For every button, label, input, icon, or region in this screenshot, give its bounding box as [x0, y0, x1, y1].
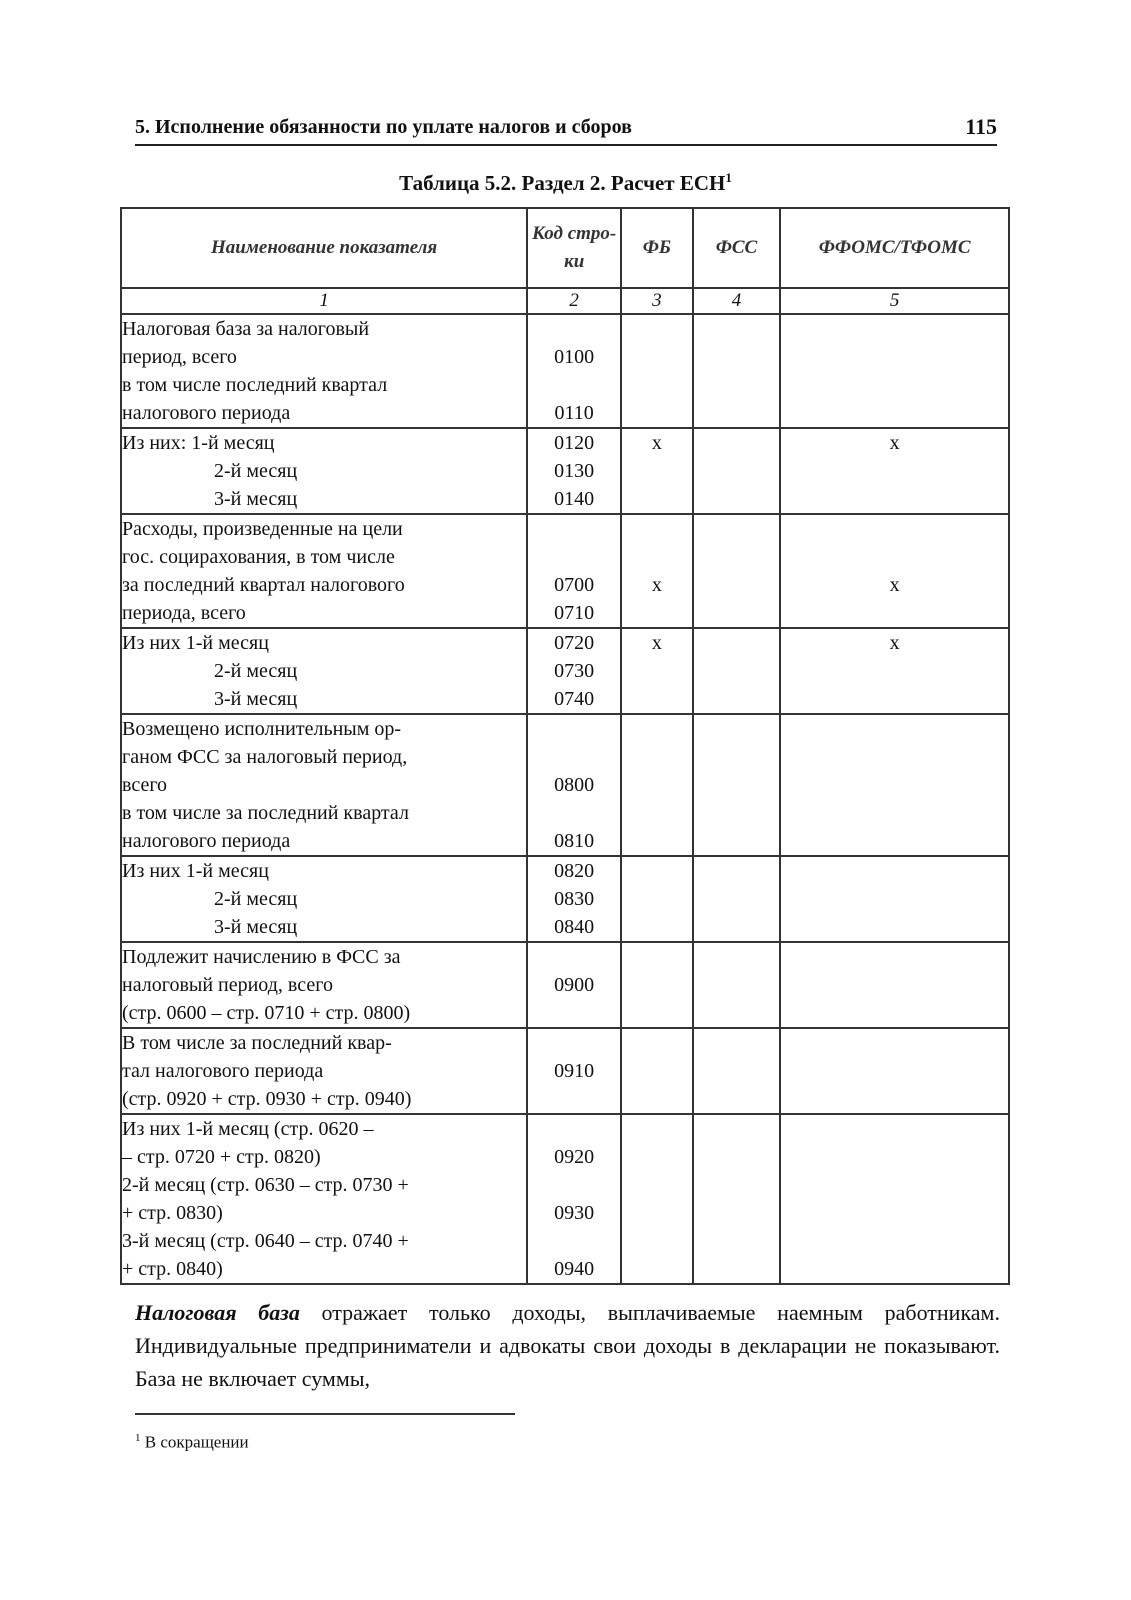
col-number: 3 [621, 288, 692, 314]
indicator-name-cell [121, 628, 527, 714]
cell-mark [781, 1255, 1008, 1283]
indicator-line: Налоговая база за налоговый [122, 318, 370, 340]
row-code [528, 515, 620, 543]
cell-mark [781, 315, 1008, 343]
indicator-line: гос. социрахования, в том числе [122, 546, 395, 568]
table-row [121, 1028, 1009, 1114]
table-row [121, 942, 1009, 1028]
cell-mark [622, 999, 691, 1027]
indicator-line: периода, всего [122, 602, 246, 624]
row-code [528, 543, 620, 571]
cell-mark [622, 971, 691, 999]
table-row [121, 856, 1009, 942]
fss-cell [693, 514, 781, 628]
row-code: 0820 [554, 860, 595, 882]
cell-mark [694, 1227, 780, 1255]
table-header-row [121, 208, 1009, 288]
row-code: 0130 [554, 460, 595, 482]
fss-cell [693, 1028, 781, 1114]
table-row [121, 514, 1009, 628]
col-header-ffoms: ФФОМС/ТФОМС [780, 208, 1009, 288]
indicator-line: тал налогового периода [122, 1060, 324, 1082]
row-code: 0900 [554, 974, 595, 996]
cell-mark [781, 743, 1008, 771]
indicator-line: 3-й месяц [214, 688, 298, 710]
ffoms-cell [780, 314, 1009, 428]
page-number: 115 [965, 114, 997, 139]
cell-mark [694, 1171, 780, 1199]
chapter-title: 5. Исполнение обязанности по уплате налогов и сборов [135, 116, 632, 138]
row-code [528, 943, 620, 971]
row-code-cell [527, 628, 621, 714]
cell-mark [622, 371, 691, 399]
indicator-line: Из них: 1-й месяц [122, 432, 275, 454]
indicator-line: налогового периода [122, 830, 291, 852]
indicator-name-cell [121, 856, 527, 942]
row-code: 0910 [554, 1060, 595, 1082]
row-code-cell [527, 514, 621, 628]
indicator-line: налогового периода [122, 402, 291, 424]
cell-mark [694, 999, 780, 1027]
indicator-line: В том числе за последний квар- [122, 1032, 392, 1054]
fb-cell [621, 628, 692, 714]
row-code: 0940 [554, 1258, 595, 1280]
cell-mark [694, 429, 780, 457]
cell-mark [781, 1227, 1008, 1255]
fss-cell [693, 1114, 781, 1284]
indicator-line: 3-й месяц [214, 488, 298, 510]
cell-mark [781, 399, 1008, 427]
col-number: 1 [121, 288, 527, 314]
cell-mark [781, 371, 1008, 399]
ffoms-cell [780, 1114, 1009, 1284]
cell-mark [622, 913, 691, 941]
row-code-cell [527, 856, 621, 942]
cell-mark [781, 485, 1008, 513]
row-code-cell [527, 428, 621, 514]
ffoms-cell [780, 628, 1009, 714]
row-code: 0840 [554, 916, 595, 938]
indicator-line: 2-й месяц (стр. 0630 – стр. 0730 + [122, 1174, 409, 1196]
cell-mark [781, 999, 1008, 1027]
cell-mark [781, 657, 1008, 685]
cell-mark [622, 1029, 691, 1057]
indicator-line: Подлежит начислению в ФСС за [122, 946, 401, 968]
col-number: 2 [527, 288, 621, 314]
cell-mark [694, 1085, 780, 1113]
cell-mark [781, 343, 1008, 371]
footnote-text: В сокращении [144, 1432, 249, 1452]
cell-mark [622, 485, 691, 513]
fb-cell [621, 1114, 692, 1284]
col-header-fb: ФБ [621, 208, 692, 288]
indicator-name-cell [121, 428, 527, 514]
indicator-line: в том числе последний квартал [122, 374, 388, 396]
row-code: 0740 [554, 688, 595, 710]
cell-mark [622, 1171, 691, 1199]
row-code: 0800 [554, 774, 595, 796]
indicator-name-cell [121, 314, 527, 428]
cell-mark: x [651, 632, 662, 654]
ffoms-cell [780, 714, 1009, 856]
ffoms-cell [780, 942, 1009, 1028]
cell-mark [781, 771, 1008, 799]
row-code-cell [527, 714, 621, 856]
cell-mark [622, 827, 691, 855]
cell-mark [781, 971, 1008, 999]
row-code [528, 1115, 620, 1143]
cell-mark [622, 343, 691, 371]
indicator-line: + стр. 0830) [122, 1202, 223, 1224]
cell-mark [694, 827, 780, 855]
indicator-line: Возмещено исполнительным ор- [122, 718, 402, 740]
indicator-name-cell [121, 1114, 527, 1284]
cell-mark [781, 1029, 1008, 1057]
fb-cell [621, 856, 692, 942]
body-term: Налоговая база [135, 1300, 300, 1325]
cell-mark [622, 657, 691, 685]
cell-mark [781, 1085, 1008, 1113]
row-code: 0710 [554, 602, 595, 624]
cell-mark [622, 1227, 691, 1255]
row-code [528, 371, 620, 399]
indicator-line: период, всего [122, 346, 237, 368]
cell-mark [781, 1057, 1008, 1085]
cell-mark [694, 685, 780, 713]
indicator-line: в том числе за последний квартал [122, 802, 409, 824]
cell-mark [781, 857, 1008, 885]
body-paragraph [135, 1296, 1000, 1395]
table-row [121, 714, 1009, 856]
cell-mark [694, 1029, 780, 1057]
col-header-code: Код стро-ки [527, 208, 621, 288]
cell-mark [781, 1171, 1008, 1199]
cell-mark [781, 885, 1008, 913]
row-code [528, 1085, 620, 1113]
table-caption [0, 170, 1131, 196]
cell-mark [781, 913, 1008, 941]
col-header-fss: ФСС [693, 208, 781, 288]
cell-mark: x [651, 432, 662, 454]
cell-mark [622, 715, 691, 743]
col-number: 5 [780, 288, 1009, 314]
indicator-line: налоговый период, всего [122, 974, 333, 996]
cell-mark [622, 457, 691, 485]
cell-mark [622, 743, 691, 771]
cell-mark [622, 315, 691, 343]
indicator-line: – стр. 0720 + стр. 0820) [122, 1146, 321, 1168]
row-code: 0120 [554, 432, 595, 454]
cell-mark [694, 799, 780, 827]
indicator-line: всего [122, 774, 168, 796]
indicator-line: Из них 1-й месяц (стр. 0620 – [122, 1118, 374, 1140]
row-code: 0810 [554, 830, 595, 852]
cell-mark [781, 799, 1008, 827]
cell-mark [781, 543, 1008, 571]
cell-mark [622, 543, 691, 571]
cell-mark [781, 515, 1008, 543]
indicator-line: ганом ФСС за налоговый период, [122, 746, 408, 768]
indicator-line: за последний квартал налогового [122, 574, 405, 596]
indicator-name-cell [121, 514, 527, 628]
cell-mark [694, 715, 780, 743]
indicator-line: 3-й месяц (стр. 0640 – стр. 0740 + [122, 1230, 409, 1252]
row-code-cell [527, 314, 621, 428]
cell-mark [694, 515, 780, 543]
cell-mark [622, 885, 691, 913]
fb-cell [621, 1028, 692, 1114]
cell-mark: x [889, 632, 900, 654]
fb-cell [621, 314, 692, 428]
cell-mark [781, 457, 1008, 485]
indicator-line: + стр. 0840) [122, 1258, 223, 1280]
fb-cell [621, 428, 692, 514]
row-code [528, 715, 620, 743]
cell-mark [694, 629, 780, 657]
indicator-line: Из них 1-й месяц [122, 860, 269, 882]
cell-mark [694, 399, 780, 427]
cell-mark [694, 913, 780, 941]
fss-cell [693, 856, 781, 942]
fb-cell [621, 514, 692, 628]
cell-mark: x [889, 432, 900, 454]
column-numbers-row [121, 288, 1009, 314]
cell-mark: x [651, 574, 662, 596]
indicator-line: Из них 1-й месяц [122, 632, 269, 654]
cell-mark [781, 599, 1008, 627]
row-code: 0700 [554, 574, 595, 596]
indicator-name-cell [121, 714, 527, 856]
running-header [135, 112, 997, 146]
cell-mark [694, 543, 780, 571]
cell-mark [694, 571, 780, 599]
cell-mark [694, 485, 780, 513]
cell-mark [622, 1115, 691, 1143]
row-code: 0720 [554, 632, 595, 654]
cell-mark [694, 885, 780, 913]
fss-cell [693, 314, 781, 428]
cell-mark [622, 799, 691, 827]
cell-mark [622, 943, 691, 971]
cell-mark [622, 1085, 691, 1113]
table-caption-text: Таблица 5.2. Раздел 2. Расчет ЕСН [399, 171, 726, 195]
row-code: 0110 [554, 402, 594, 424]
ech-table [120, 207, 1010, 1285]
table-row [121, 1114, 1009, 1284]
cell-mark [694, 371, 780, 399]
cell-mark [622, 685, 691, 713]
cell-mark [781, 827, 1008, 855]
row-code: 0100 [554, 346, 595, 368]
ffoms-cell [780, 428, 1009, 514]
cell-mark [694, 857, 780, 885]
table-row [121, 628, 1009, 714]
row-code-cell [527, 1028, 621, 1114]
indicator-line: 3-й месяц [214, 916, 298, 938]
row-code [528, 743, 620, 771]
table-body [121, 314, 1009, 1284]
cell-mark [622, 857, 691, 885]
cell-mark [694, 599, 780, 627]
row-code [528, 1171, 620, 1199]
fss-cell [693, 714, 781, 856]
row-code [528, 315, 620, 343]
indicator-line: 2-й месяц [214, 660, 298, 682]
cell-mark [694, 771, 780, 799]
indicator-line: 2-й месяц [214, 888, 298, 910]
indicator-name-cell [121, 942, 527, 1028]
fb-cell [621, 942, 692, 1028]
cell-mark [622, 1057, 691, 1085]
row-code: 0730 [554, 660, 595, 682]
cell-mark [781, 1199, 1008, 1227]
row-code: 0930 [554, 1202, 595, 1224]
cell-mark [622, 771, 691, 799]
indicator-line: (стр. 0920 + стр. 0930 + стр. 0940) [122, 1088, 412, 1110]
cell-mark [694, 743, 780, 771]
cell-mark [694, 943, 780, 971]
footnote [135, 1432, 249, 1453]
cell-mark [622, 515, 691, 543]
cell-mark [781, 1143, 1008, 1171]
row-code [528, 1029, 620, 1057]
indicator-line: Расходы, произведенные на цели [122, 518, 403, 540]
row-code [528, 1227, 620, 1255]
cell-mark [694, 1057, 780, 1085]
cell-mark [694, 657, 780, 685]
cell-mark [694, 971, 780, 999]
table-row [121, 428, 1009, 514]
cell-mark [622, 599, 691, 627]
cell-mark [694, 1115, 780, 1143]
table-row [121, 314, 1009, 428]
body-text: отражает только доходы, выплачиваемые наемным работникам. Индивидуальные предприниматели и адвокаты свои доходы в декларации не показывают. База не включает суммы, [135, 1300, 1000, 1391]
cell-mark [694, 457, 780, 485]
cell-mark [781, 1115, 1008, 1143]
cell-mark [694, 1143, 780, 1171]
cell-mark [622, 399, 691, 427]
indicator-name-cell [121, 1028, 527, 1114]
cell-mark [622, 1199, 691, 1227]
cell-mark [622, 1143, 691, 1171]
row-code [528, 799, 620, 827]
fss-cell [693, 428, 781, 514]
cell-mark: x [889, 574, 900, 596]
cell-mark [694, 1199, 780, 1227]
row-code: 0920 [554, 1146, 595, 1168]
ffoms-cell [780, 1028, 1009, 1114]
cell-mark [694, 1255, 780, 1283]
col-number: 4 [693, 288, 781, 314]
fb-cell [621, 714, 692, 856]
ffoms-cell [780, 856, 1009, 942]
row-code-cell [527, 1114, 621, 1284]
indicator-line: (стр. 0600 – стр. 0710 + стр. 0800) [122, 1002, 411, 1024]
footnote-mark: 1 [135, 1432, 141, 1444]
row-code: 0830 [554, 888, 595, 910]
cell-mark [694, 343, 780, 371]
indicator-line: 2-й месяц [214, 460, 298, 482]
cell-mark [622, 1255, 691, 1283]
cell-mark [781, 685, 1008, 713]
cell-mark [694, 315, 780, 343]
cell-mark [781, 943, 1008, 971]
row-code [528, 999, 620, 1027]
row-code-cell [527, 942, 621, 1028]
fss-cell [693, 942, 781, 1028]
fss-cell [693, 628, 781, 714]
row-code: 0140 [554, 488, 595, 510]
ffoms-cell [780, 514, 1009, 628]
col-header-name: Наименование показателя [121, 208, 527, 288]
cell-mark [781, 715, 1008, 743]
footnote-divider [135, 1413, 515, 1415]
caption-footnote-mark: 1 [725, 170, 732, 185]
